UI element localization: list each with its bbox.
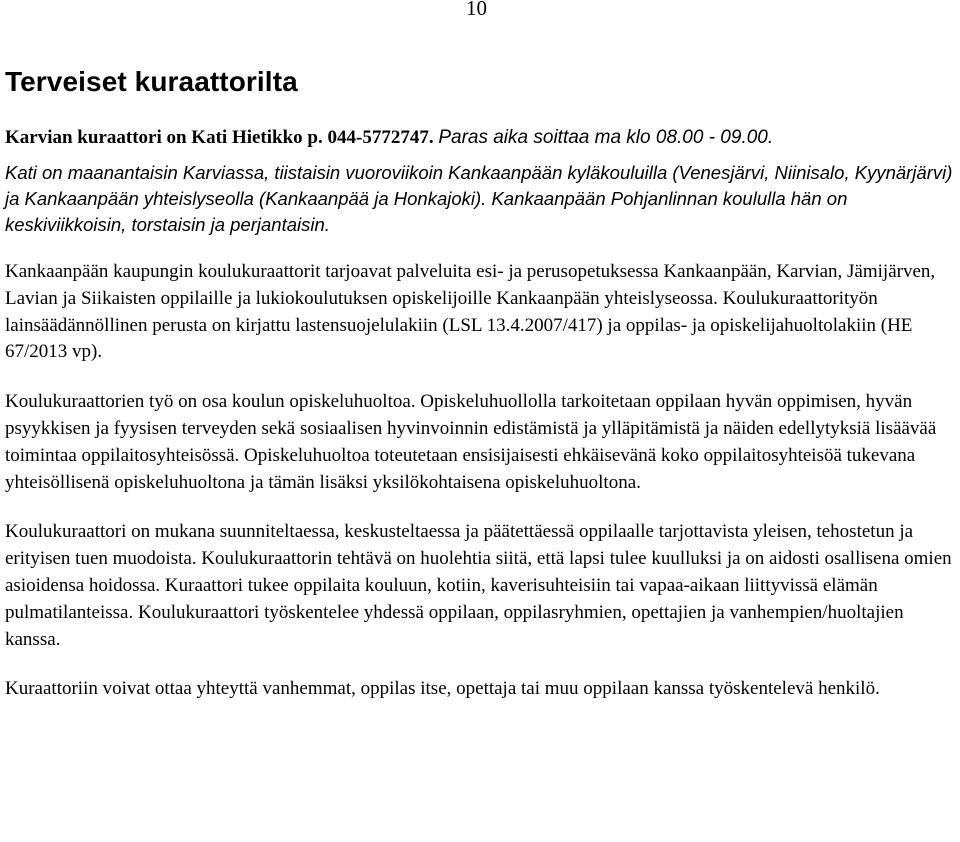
body-paragraph: Koulukuraattori on mukana suunniteltaessa, keskusteltaessa ja päätettäessä oppilaalle tarjottavista yleisen, tehostetun ja erityisen tuen muodoista. Koulukuraattorin tehtävä on huolehtia siitä, että lapsi tulee kuulluksi ja on aidosti osallisena omien asioidensa hoidossa. Kuraattori tukee oppilaita kouluun, kotiin, kaverisuhteisiin tai vapaa-aikaan liittyvissä elämän pulmatilanteissa. Koulukuraattori työskentelee yhdessä oppilaan, oppilasryhmien, opettajien ja vanhempien/huoltajien kanssa. — [5, 521, 952, 650]
contact-call-time: Paras aika soittaa ma klo 08.00 - 09.00. — [438, 127, 774, 148]
body-paragraph: Koulukuraattorien työ on osa koulun opiskeluhuoltoa. Opiskeluhuollolla tarkoitetaan oppilaan hyvän oppimisen, hyvän psyykkisen ja fyysisen terveyden sekä sosiaalisen hyvinvoinnin edistämistä ja ylläpitämistä ja näiden edellytyksiä lisäävää toimintaa oppilaitosyhteisössä. Opiskeluhuoltoa toteutetaan ensisijaisesti ehkäisevänä koko oppilaitosyhteisöä tukevana yhteisöllisenä opiskeluhuoltona ja tämän lisäksi yksilökohtaisena opiskeluhuoltona. — [5, 391, 937, 493]
body-paragraph: Kuraattoriin voivat ottaa yhteyttä vanhemmat, oppilas itse, opettaja tai muu oppilaan kanssa työskentelevä henkilö. — [5, 678, 880, 700]
contact-name-phone: Karvian kuraattori on Kati Hietikko p. 044-5772747. — [5, 127, 434, 148]
schedule-paragraph: Kati on maanantaisin Karviassa, tiistaisin vuoroviikoin Kankaanpään kyläkouluilla (Venesjärvi, Niinisalo, Kyynärjärvi) ja Kankaanpään yhteislyseolla (Kankaanpää ja Honkajoki). Kankaanpään Pohjanlinnan koululla hän on keskiviikkoisin, torstaisin ja perjantaisin. — [5, 162, 953, 235]
body-paragraph: Kankaanpään kaupungin koulukuraattorit tarjoavat palveluita esi- ja perusopetuksessa Kankaanpään, Karvian, Jämijärven, Lavian ja Siikaisten oppilaille ja lukiokoulutuksen opiskelijoille Kankaanpään yhteislyseossa. Koulukuraattorityön lainsäädännöllinen perusta on kirjattu lastensuojelulakiin (LSL 13.4.2007/417) ja oppilas- ja opiskelijahuoltolakiin (HE 67/2013 vp). — [5, 261, 936, 363]
article — [5, 62, 955, 703]
page-number: 10 — [466, 0, 487, 20]
contact-line — [5, 124, 955, 151]
article-heading: Terveiset kuraattorilta — [5, 66, 298, 97]
